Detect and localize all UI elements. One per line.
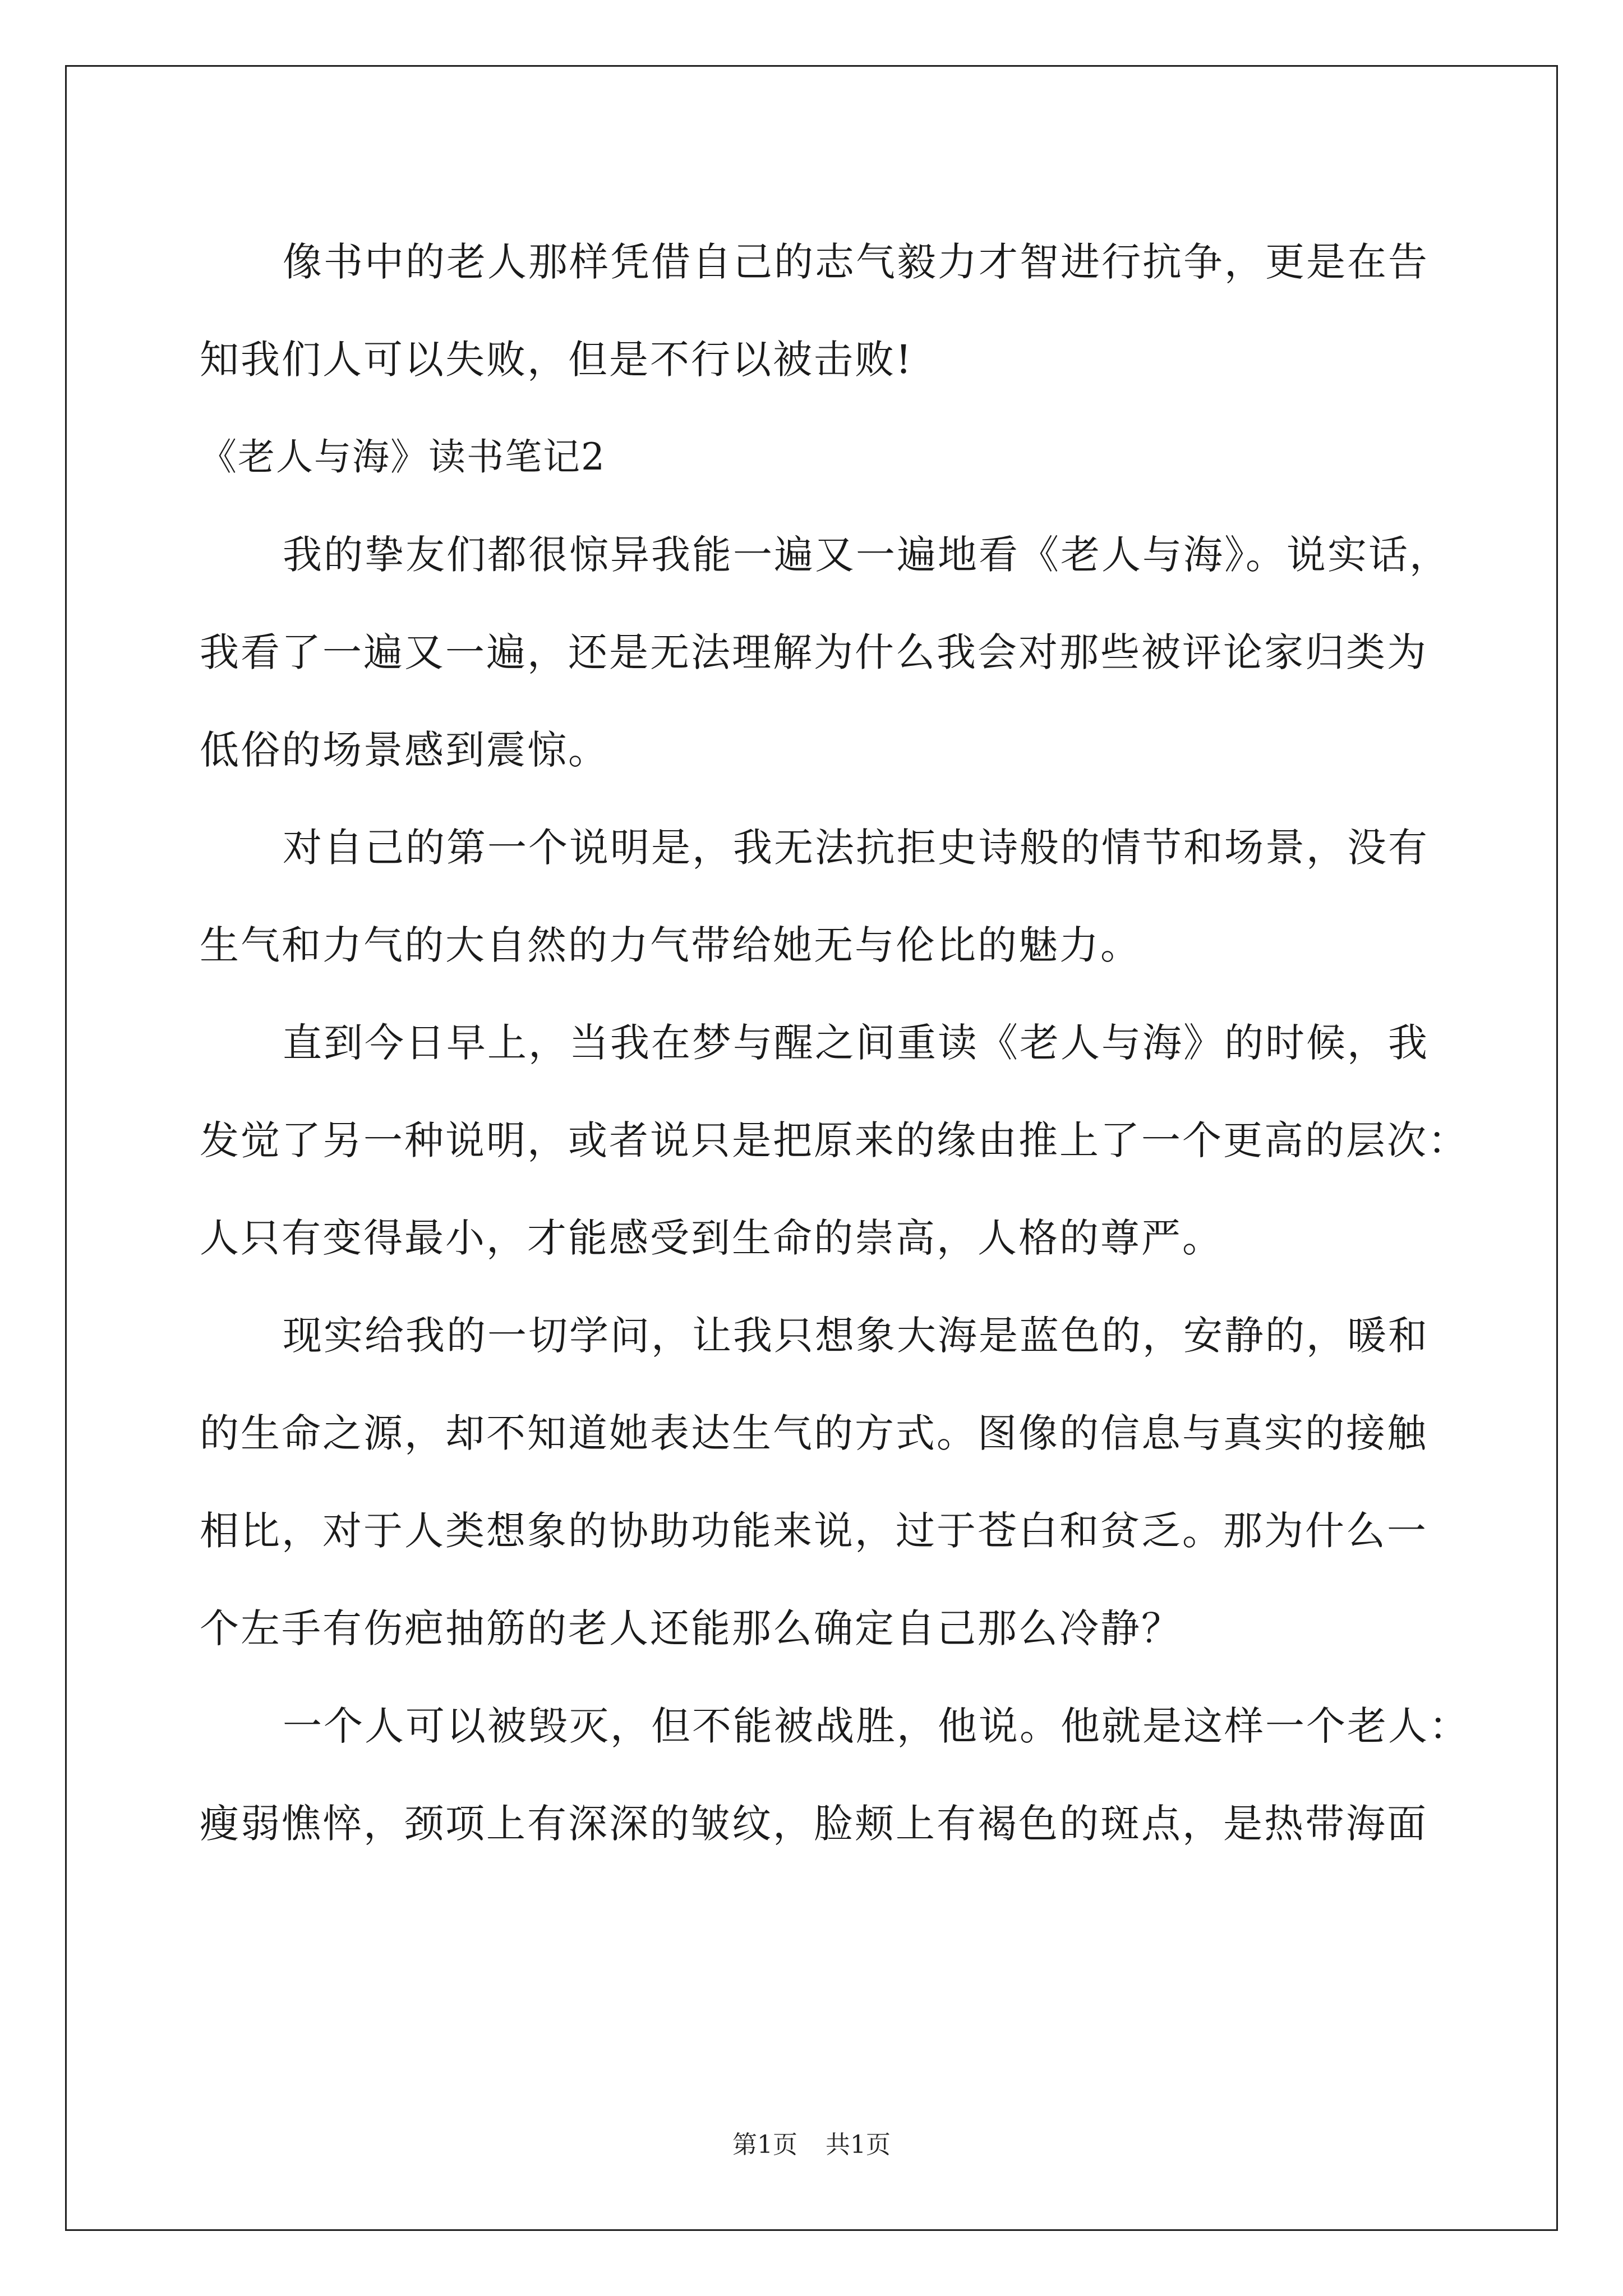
page-footer: [0, 2128, 1623, 2162]
page-number: 第1页: [732, 2131, 797, 2159]
text-line: 人只有变得最小，才能感受到生命的崇高，人格的尊严。: [200, 1215, 1223, 1261]
text-line: 瘦弱憔悴，颈项上有深深的皱纹，脸颊上有褐色的斑点，是热带海面: [200, 1801, 1428, 1847]
text-line: 生气和力气的大自然的力气带给她无与伦比的魅力。: [200, 922, 1141, 968]
text-line: 发觉了另一种说明，或者说只是把原来的缘由推上了一个更高的层次：: [200, 1117, 1469, 1163]
text-line: 知我们人可以失败，但是不行以被击败!: [200, 337, 914, 383]
text-line: 直到今日早上，当我在梦与醒之间重读《老人与海》的时候，我: [283, 1020, 1429, 1066]
text-line: 一个人可以被毁灭，但不能被战胜，他说。他就是这样一个老人：: [283, 1703, 1470, 1749]
text-line: 低俗的场景感到震惊。: [200, 727, 609, 773]
text-line: 对自己的第一个说明是，我无法抗拒史诗般的情节和场景，没有: [283, 825, 1429, 871]
page-total: 共1页: [826, 2131, 891, 2159]
text-line: 现实给我的一切学问，让我只想象大海是蓝色的，安静的，暖和: [283, 1313, 1429, 1359]
section-heading: 《老人与海》读书笔记2: [200, 435, 606, 478]
text-line: 像书中的老人那样凭借自己的志气毅力才智进行抗争，更是在告: [283, 239, 1429, 285]
text-line: 的生命之源，却不知道她表达生气的方式。图像的信息与真实的接触: [200, 1410, 1428, 1456]
document-body: [200, 213, 1470, 1872]
text-line: 我的挚友们都很惊异我能一遍又一遍地看《老人与海》。说实话，: [283, 532, 1450, 578]
text-line: 相比，对于人类想象的协助功能来说，过于苍白和贫乏。那为什么一: [200, 1508, 1428, 1554]
text-line: 个左手有伤疤抽筋的老人还能那么确定自己那么冷静？: [200, 1605, 1182, 1651]
text-line: 我看了一遍又一遍，还是无法理解为什么我会对那些被评论家归类为: [200, 629, 1428, 675]
